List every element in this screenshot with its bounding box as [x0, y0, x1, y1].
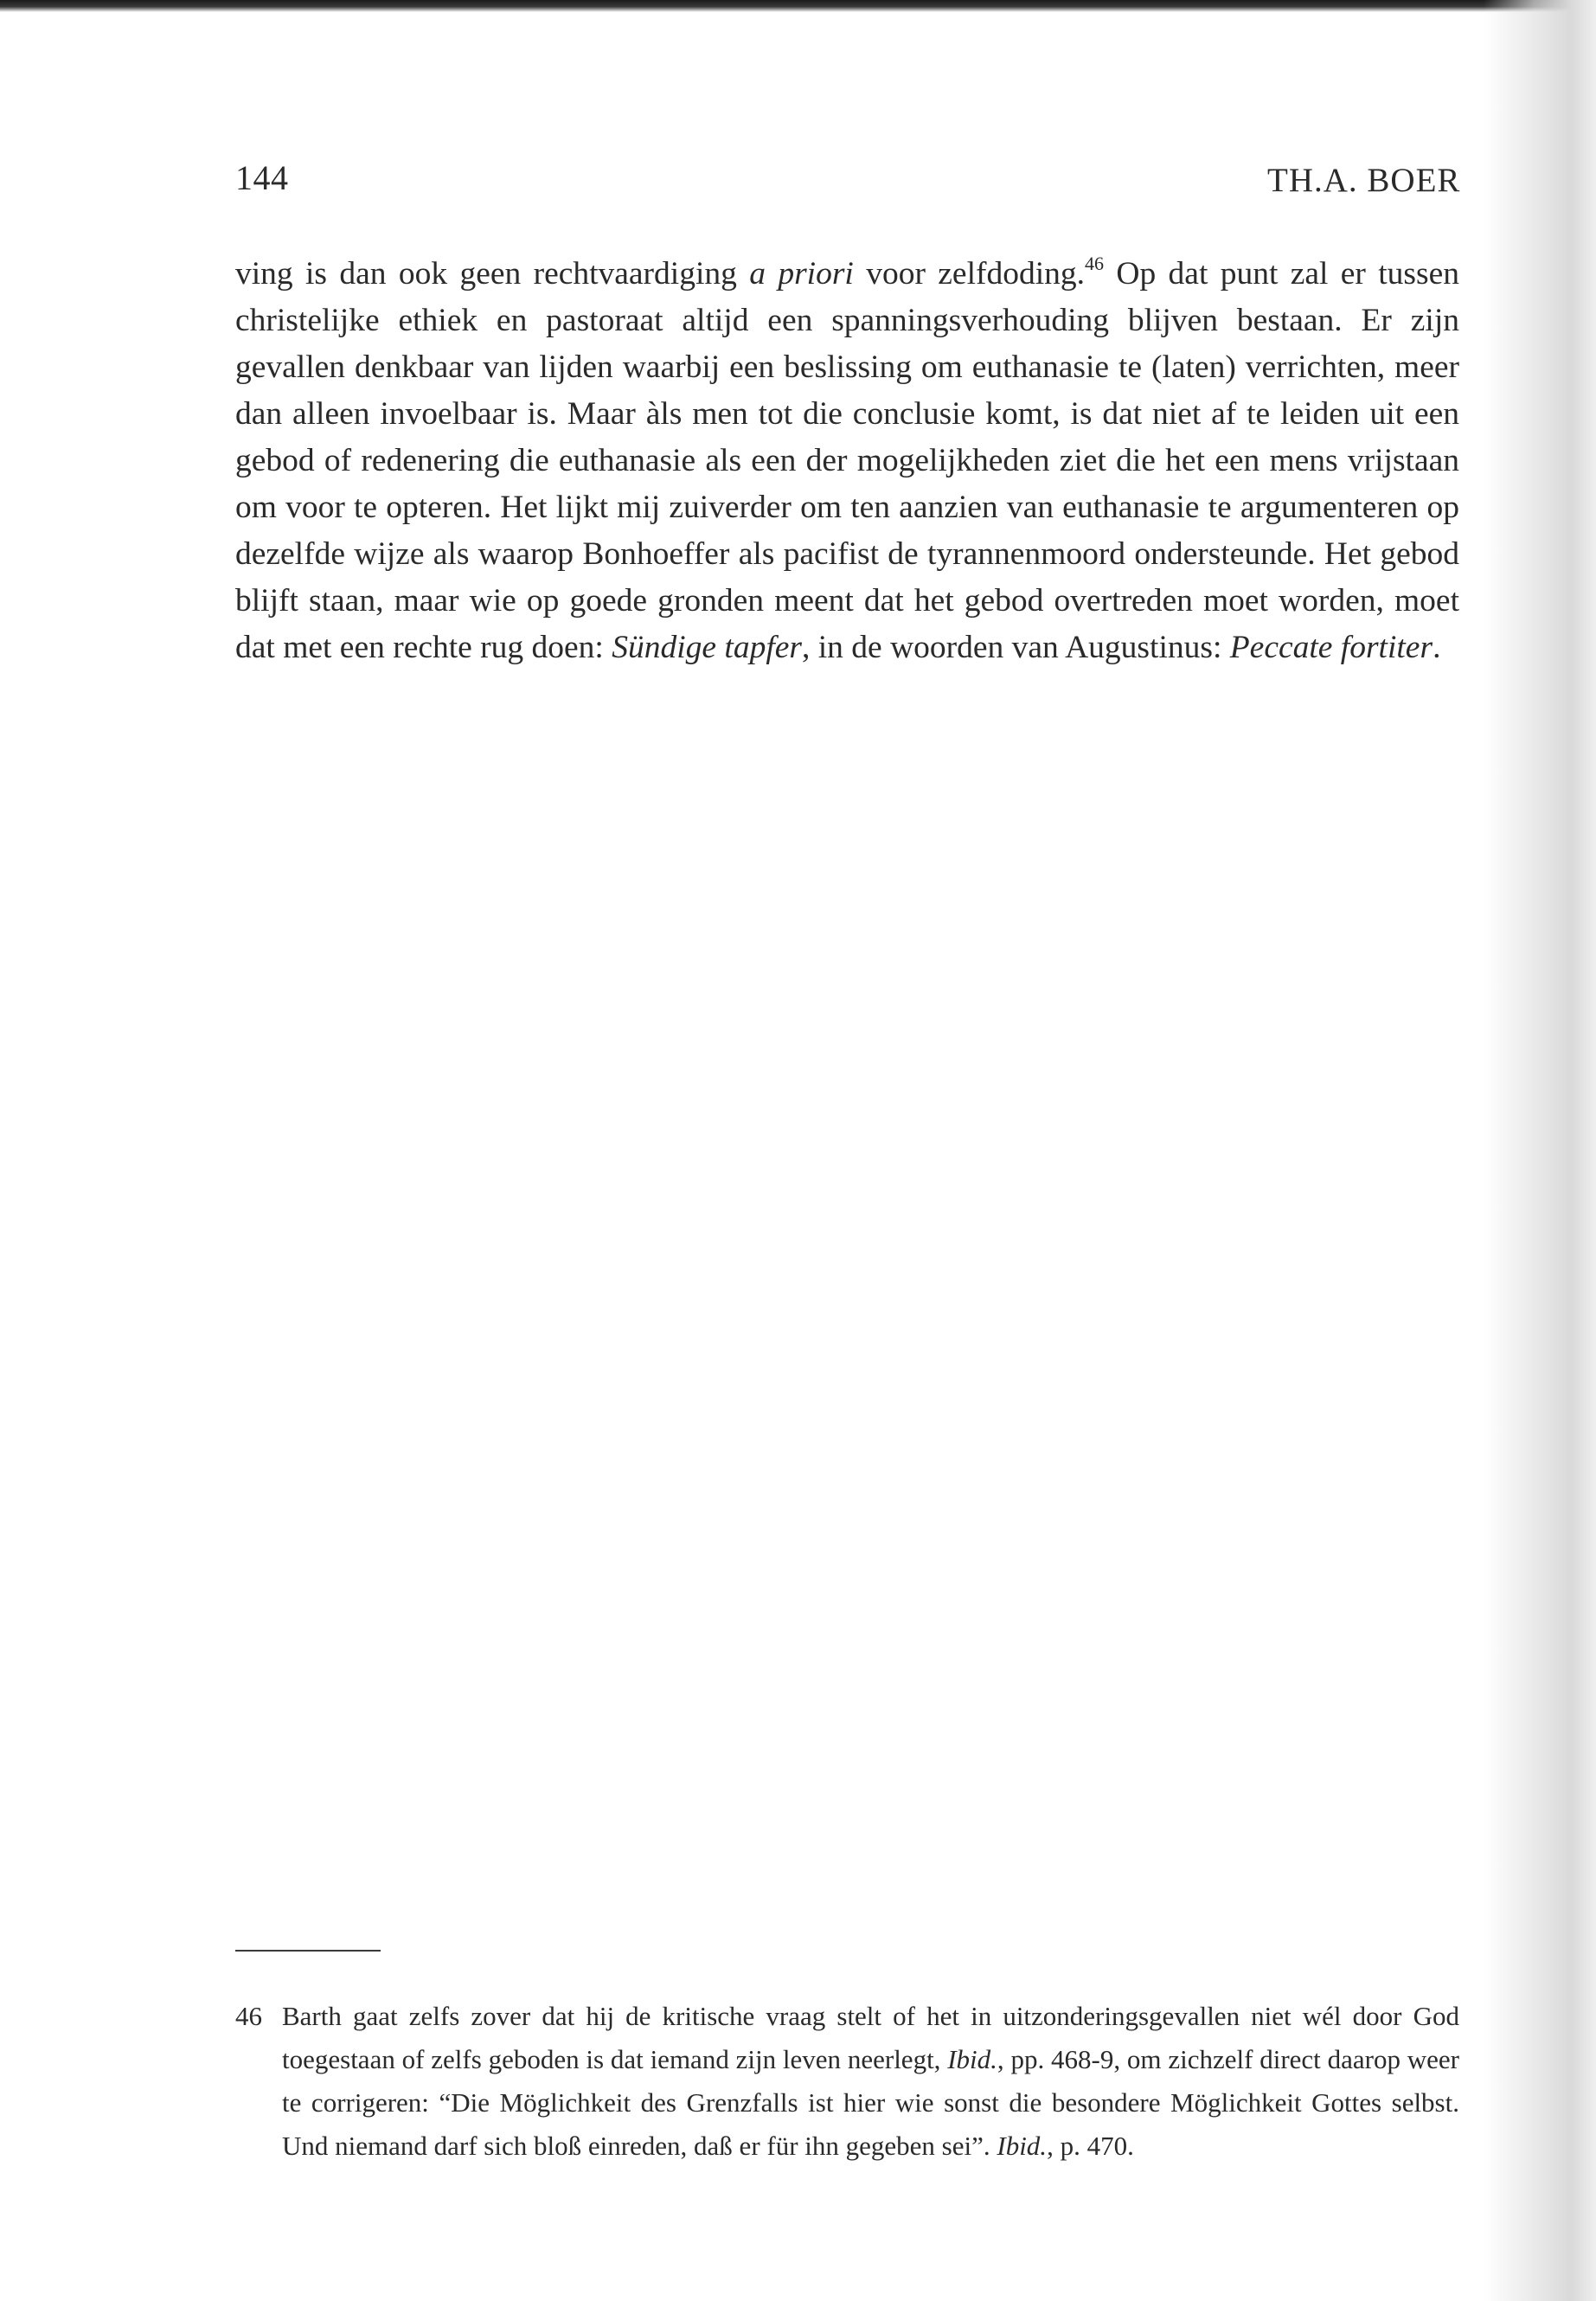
italic-ibid: Ibid. — [947, 2044, 997, 2074]
body-paragraph — [235, 251, 1459, 671]
italic-phrase-a-priori: a priori — [749, 256, 854, 292]
text-run: ving is dan ook geen rechtvaardiging — [235, 256, 750, 292]
text-run: Op dat punt zal er tussen christelijke ethiek en pastoraat altijd een spanningsverhouding blijven bestaan. Er zijn gevallen denkbaar van lijden waarbij een beslissing om euthanasie te (laten) verrichten, meer dan alleen invoelbaar is. Maar àls men tot die conclusie komt, is dat niet af te leiden uit een gebod of redenering die euthanasie als een der mogelijkheden ziet die het een mens vrijstaan om voor te opteren. Het lijkt mij zuiverder om ten aanzien van euthanasie te argumenteren op dezelfde wijze als waarop Bonhoeffer als pacifist de tyrannenmoord ondersteunde. Het gebod blijft staan, maar wie op goede gronden meent dat het gebod overtreden moet worden, moet dat met een rechte rug doen: — [235, 256, 1459, 665]
italic-phrase-sundige-tapfer: Sündige tapfer — [612, 630, 802, 665]
text-run: , pp. 468-9, om zichzelf direct daarop weer te corrigeren: “Die Möglichkeit des Grenzfalls ist hier wie sonst die besondere Möglichkeit Gottes selbst. Und niemand darf sich bloß einreden, daß er für ihn gegeben sei”. — [282, 2044, 1459, 2161]
page-gutter-shadow — [1484, 0, 1596, 2301]
footnote-reference[interactable]: 46 — [1085, 253, 1105, 274]
text-run: voor zelfdoding. — [853, 256, 1086, 292]
page-top-edge-shadow — [0, 0, 1596, 12]
text-run: . — [1433, 630, 1441, 665]
text-run: Barth gaat zelfs zover dat hij de kritische vraag stelt of het in uitzonderingsgevallen niet wél door God toegestaan of zelfs geboden is dat iemand zijn leven neerlegt, — [282, 2001, 1459, 2074]
text-run: , in de woorden van Augustinus: — [802, 630, 1230, 665]
footnote-separator — [235, 1950, 381, 1952]
footnote-number: 46 — [235, 2001, 262, 2031]
footnote-text — [282, 1995, 1459, 2168]
paragraph-text — [235, 251, 1459, 671]
footnote-46 — [235, 1995, 1459, 2168]
running-head-author: TH.A. BOER — [1267, 162, 1461, 199]
italic-phrase-peccate-fortiter: Peccate fortiter — [1229, 630, 1433, 665]
italic-ibid: Ibid. — [997, 2131, 1048, 2161]
text-run: , p. 470. — [1047, 2131, 1134, 2161]
page-number: 144 — [235, 158, 289, 197]
